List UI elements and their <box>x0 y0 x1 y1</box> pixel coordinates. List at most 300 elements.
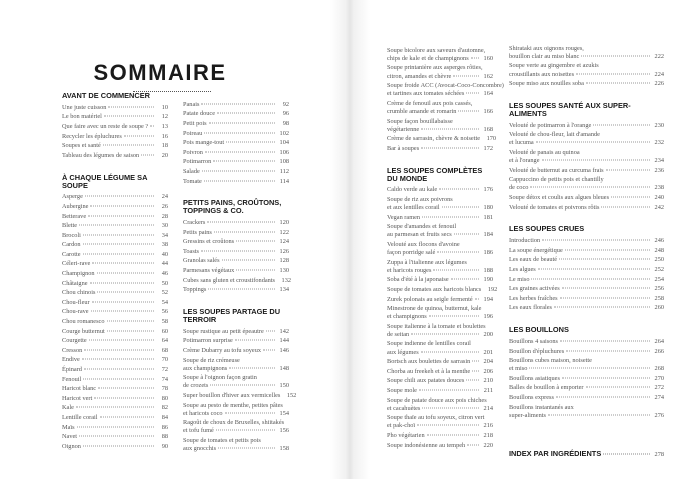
toc-entry[interactable] <box>509 337 664 347</box>
toc-entry[interactable] <box>509 79 664 89</box>
dot-leader <box>542 160 650 161</box>
toc-entry[interactable] <box>387 367 493 377</box>
entry-last-line <box>183 365 289 373</box>
toc-entry[interactable] <box>62 132 168 142</box>
toc-entry[interactable] <box>387 144 493 154</box>
entry-title-line: Fenouil <box>62 375 82 383</box>
toc-entry[interactable] <box>62 404 168 414</box>
toc-entry[interactable] <box>183 401 289 419</box>
page-number: 168 <box>483 125 493 133</box>
page-number: 216 <box>483 422 493 430</box>
section-heading: LES SOUPES CRUES <box>509 224 585 234</box>
toc-entry[interactable] <box>509 236 664 246</box>
toc-entry[interactable] <box>387 117 493 135</box>
entry-last-line <box>509 266 664 274</box>
page-number: 56 <box>161 308 168 316</box>
entry-title-line: Soupe printanière aux asperges rôties, <box>387 64 483 72</box>
toc-entry[interactable] <box>183 374 289 392</box>
page-number: 124 <box>279 238 289 246</box>
toc-entry[interactable] <box>62 308 168 318</box>
toc-entry[interactable] <box>387 186 493 196</box>
toc-entry[interactable] <box>387 223 493 241</box>
page-number: 44 <box>161 260 168 268</box>
toc-entry[interactable] <box>509 294 664 304</box>
dot-leader <box>97 273 154 274</box>
entry-title-line: Zuppa à l'italienne aux légumes <box>387 258 467 266</box>
entry-title-line: Betterave <box>62 212 87 220</box>
entry-title-line: Bortsch aux boulettes de sarrasin <box>387 358 471 366</box>
dot-leader <box>90 282 154 283</box>
dot-leader <box>107 321 155 322</box>
toc-entry[interactable] <box>183 419 289 437</box>
toc-entry[interactable] <box>62 346 168 356</box>
entry-title-line: Ragoût de choux de Bruxelles, shiitakés <box>183 419 285 427</box>
toc-entry[interactable] <box>62 269 168 279</box>
toc-entry[interactable] <box>509 403 664 421</box>
toc-entry[interactable] <box>183 129 289 139</box>
index-entry[interactable] <box>509 449 664 458</box>
page-number: 258 <box>654 294 664 302</box>
entry-last-line <box>183 257 289 265</box>
dot-leader <box>76 407 154 408</box>
toc-entry[interactable] <box>387 195 493 213</box>
entry-title-line: Châtaigne <box>62 279 88 287</box>
toc-entry[interactable] <box>62 103 168 113</box>
entry-title-line: Cresson <box>62 346 83 354</box>
entry-last-line <box>183 286 289 294</box>
entry-last-line <box>62 318 168 326</box>
toc-entry[interactable] <box>62 231 168 241</box>
dot-leader <box>104 116 154 117</box>
entry-title-line: et aux lentilles corail <box>387 204 440 212</box>
dot-leader <box>433 269 479 270</box>
entry-title-line: Shirataki aux oignons rouges, <box>509 44 584 52</box>
page-number: 80 <box>161 394 168 402</box>
toc-entry[interactable] <box>387 431 493 441</box>
toc-entry[interactable] <box>387 441 493 451</box>
entry-last-line <box>509 394 664 402</box>
toc-entry[interactable] <box>62 384 168 394</box>
page-number: 211 <box>483 386 493 394</box>
entry-title-line: Brocoli <box>62 231 81 239</box>
entry-title-line: Super bouillon d'hiver aux vermicelles <box>183 392 281 399</box>
entry-last-line <box>183 445 289 453</box>
page-number: 78 <box>161 385 168 393</box>
toc-entry[interactable] <box>62 113 168 123</box>
toc-entry[interactable] <box>387 240 493 258</box>
toc-entry[interactable] <box>62 298 168 308</box>
toc-entry[interactable] <box>62 327 168 337</box>
dot-leader <box>421 128 479 129</box>
toc-entry[interactable] <box>387 304 493 322</box>
entry-last-line <box>509 276 664 284</box>
toc-entry[interactable] <box>183 266 289 276</box>
toc-entry[interactable] <box>183 286 289 296</box>
toc-entry[interactable] <box>183 177 289 187</box>
toc-entry[interactable] <box>509 275 664 285</box>
section-heading: LES SOUPES PARTAGE DU TERROIR <box>183 307 281 325</box>
dot-leader <box>205 151 275 152</box>
entry-title-line: Panais <box>183 100 200 108</box>
page-number: 146 <box>279 347 289 355</box>
toc-entry[interactable] <box>387 276 493 286</box>
entry-last-line <box>62 328 168 336</box>
entry-title-line: Tomate <box>183 177 202 185</box>
entry-title-line: Céleri-rave <box>62 260 91 268</box>
toc-entry[interactable] <box>387 386 493 396</box>
toc-entry[interactable] <box>387 134 497 144</box>
dot-leader <box>536 142 650 143</box>
toc-entry[interactable] <box>62 356 168 366</box>
entry-title-line: Le miso <box>509 275 530 283</box>
entry-last-line <box>183 158 289 166</box>
dot-leader <box>210 385 275 386</box>
entry-last-line <box>62 308 168 316</box>
entry-last-line <box>387 108 493 116</box>
toc-entry[interactable] <box>183 436 289 454</box>
page-number: 218 <box>483 431 493 439</box>
dot-leader <box>108 106 154 107</box>
entry-title-line: Zurek polonais au seigle fermenté <box>387 295 473 303</box>
toc-entry[interactable] <box>387 258 493 276</box>
entry-title-line: Granolas salés <box>183 257 220 265</box>
toc-entry[interactable] <box>62 151 168 161</box>
toc-entry[interactable] <box>62 212 168 222</box>
entry-title-line: Soupe chili aux patates douces <box>387 377 465 385</box>
toc-entry[interactable] <box>183 167 289 177</box>
toc-entry[interactable] <box>62 221 168 231</box>
entry-last-line <box>62 193 168 201</box>
entry-last-line <box>183 219 289 227</box>
toc-entry[interactable] <box>62 317 168 327</box>
entry-title-line: La soupe énergétique <box>509 246 563 254</box>
dot-leader <box>84 369 154 370</box>
entry-title-line: Bouillons 4 saisons <box>509 337 558 345</box>
toc-entry[interactable] <box>509 131 664 149</box>
toc-entry[interactable] <box>183 356 289 374</box>
page-number: 224 <box>654 70 664 78</box>
entry-last-line <box>387 285 498 294</box>
entry-title-line: Crème Dubarry au tofu soyeux <box>183 347 261 355</box>
entry-last-line <box>387 358 493 366</box>
toc-entry[interactable] <box>183 238 289 248</box>
section-heading: LES BOUILLONS <box>509 325 569 335</box>
toc-entry[interactable] <box>509 265 664 275</box>
toc-entry[interactable] <box>509 356 664 374</box>
toc-entry[interactable] <box>62 141 168 151</box>
toc-entry[interactable] <box>62 289 168 299</box>
toc-entry[interactable] <box>509 44 664 62</box>
page-number: 236 <box>654 166 664 174</box>
toc-entry[interactable] <box>509 176 664 194</box>
page-number: 232 <box>654 139 664 147</box>
entry-title-line: végétarienne <box>387 125 420 133</box>
page-number: 60 <box>161 327 168 335</box>
page-number: 204 <box>483 358 493 366</box>
entry-last-line <box>509 122 664 130</box>
page-number: 58 <box>161 318 168 326</box>
dot-leader <box>562 377 650 378</box>
toc-entry[interactable] <box>509 203 664 213</box>
entry-last-line <box>62 433 168 441</box>
entry-last-line <box>387 214 493 222</box>
entry-last-line <box>509 348 664 356</box>
entry-last-line <box>62 414 168 422</box>
toc-entry[interactable] <box>387 377 493 387</box>
toc-entry[interactable] <box>509 246 664 256</box>
entry-title-line: Bar à soupes <box>387 144 420 152</box>
dot-leader <box>83 253 154 254</box>
toc-entry[interactable] <box>62 394 168 404</box>
page-number: 278 <box>654 450 664 458</box>
page-number: 142 <box>279 327 289 335</box>
page-number: 256 <box>654 285 664 293</box>
dot-leader <box>214 231 275 232</box>
entry-last-line <box>509 365 664 373</box>
toc-entry[interactable] <box>387 99 493 117</box>
entry-title-line: et cacahuètes <box>387 404 421 412</box>
toc-entry[interactable] <box>183 158 289 168</box>
dot-leader <box>77 426 154 427</box>
entry-last-line <box>387 135 497 143</box>
section-heading: PETITS PAINS, CROÛTONS, TOPPINGS & CO. <box>183 198 282 216</box>
toc-entry[interactable] <box>62 375 168 385</box>
dot-leader <box>100 416 155 417</box>
toc-entry[interactable] <box>509 393 664 403</box>
page-number: 201 <box>483 348 493 356</box>
entry-title-line: Haricot blanc <box>62 385 97 393</box>
dot-leader <box>83 378 154 379</box>
dot-leader <box>201 250 275 251</box>
toc-entry[interactable] <box>387 413 493 431</box>
dot-leader <box>90 205 154 206</box>
entry-last-line <box>387 432 493 440</box>
dot-leader <box>472 370 479 371</box>
page-number: 272 <box>654 384 664 392</box>
toc-entry[interactable] <box>387 46 493 64</box>
toc-entry[interactable] <box>62 432 168 442</box>
entry-title-line: Velouté de chou-fleur, lait d'amande <box>509 131 600 139</box>
entry-title-line: Bouillons instantanés aux <box>509 403 574 411</box>
toc-entry[interactable] <box>183 138 289 148</box>
toc-entry[interactable] <box>62 442 168 452</box>
entry-last-line <box>62 280 168 288</box>
page-number: 210 <box>483 377 493 385</box>
entry-title-line: Balles de bouillon à emporter <box>509 384 584 392</box>
entry-last-line <box>509 80 664 88</box>
entry-title-line: Cappuccino de petits pois et chantilly <box>509 176 604 184</box>
dot-leader <box>201 103 275 104</box>
page-number: 152 <box>286 392 297 399</box>
toc-entry[interactable] <box>509 284 664 294</box>
toc-entry[interactable] <box>62 413 168 423</box>
dot-leader <box>454 234 479 235</box>
dot-leader <box>560 340 650 341</box>
entry-last-line <box>183 130 289 138</box>
dot-leader <box>531 278 650 279</box>
dot-leader <box>530 187 650 188</box>
toc-entry[interactable] <box>387 213 493 223</box>
entry-title-line: Les algues <box>509 265 536 273</box>
dot-leader <box>422 407 479 408</box>
entry-last-line <box>387 368 493 376</box>
entry-last-line <box>387 422 493 430</box>
toc-entry[interactable] <box>183 119 289 129</box>
dot-leader <box>458 110 479 111</box>
dot-leader <box>98 388 154 389</box>
page-title: SOMMAIRE <box>93 60 227 85</box>
entry-last-line <box>62 152 168 160</box>
entry-title-line: Soupe de riz crémeuse <box>183 356 240 364</box>
toc-entry[interactable] <box>183 228 289 238</box>
page-number: 200 <box>483 330 493 338</box>
entry-title-line: Soupe d'amandes et fenouil <box>387 223 457 231</box>
entry-title-line: Soupe miso aux nouilles soba <box>509 80 584 88</box>
dot-leader <box>419 389 479 390</box>
toc-entry[interactable] <box>62 250 168 260</box>
page-number: 86 <box>161 423 168 431</box>
entry-title-line: croustillants aux noisettes <box>509 70 575 78</box>
entry-last-line <box>183 427 289 435</box>
entry-title-line: et lucuma <box>509 139 534 147</box>
entry-last-line <box>62 270 168 278</box>
toc-entry[interactable] <box>62 279 168 289</box>
dot-leader <box>92 301 154 302</box>
entry-last-line <box>62 142 168 150</box>
page-number: 181 <box>483 213 493 221</box>
toc-entry[interactable] <box>387 340 493 358</box>
entry-title-line: et champignons <box>387 313 427 321</box>
toc-entry[interactable] <box>183 110 289 120</box>
entry-last-line <box>183 382 289 390</box>
page-number: 16 <box>161 132 168 140</box>
toc-entry[interactable] <box>183 276 289 286</box>
toc-entry[interactable] <box>62 202 168 212</box>
dot-leader <box>453 75 479 76</box>
entry-last-line <box>509 375 664 383</box>
dot-leader <box>79 436 154 437</box>
toc-entry[interactable] <box>62 336 168 346</box>
toc-entry[interactable] <box>387 396 493 414</box>
dot-leader <box>83 244 154 245</box>
entry-title-line: et tartines aux tomates séchées <box>387 90 465 98</box>
entry-last-line <box>509 194 664 202</box>
page-number: 34 <box>161 231 168 239</box>
entry-last-line <box>62 133 168 141</box>
entry-last-line <box>62 241 168 249</box>
toc-entry[interactable] <box>509 148 664 166</box>
entry-last-line <box>62 104 168 112</box>
toc-entry[interactable] <box>509 166 664 176</box>
entry-title-line: Crackers <box>183 219 206 227</box>
toc-entry[interactable] <box>509 304 664 314</box>
entry-last-line <box>387 73 493 81</box>
dot-leader <box>548 414 650 415</box>
entry-title-line: Courge butternut <box>62 327 105 335</box>
entry-title-line: Les herbes fraîches <box>509 294 558 302</box>
entry-last-line <box>183 178 289 186</box>
dot-leader <box>229 367 275 368</box>
book-gutter <box>330 0 370 479</box>
entry-title-line: Toppings <box>183 286 207 294</box>
toc-entry[interactable] <box>62 423 168 433</box>
toc-entry[interactable] <box>62 122 168 132</box>
toc-entry[interactable] <box>62 365 168 375</box>
toc-entry[interactable] <box>183 148 289 158</box>
entry-title-line: Les graines activées <box>509 285 560 293</box>
toc-entry[interactable] <box>387 357 493 367</box>
page-number: 40 <box>161 250 168 258</box>
toc-entry[interactable] <box>387 285 498 295</box>
entry-last-line <box>387 276 493 284</box>
toc-entry[interactable] <box>62 193 168 203</box>
toc-entry[interactable] <box>62 241 168 251</box>
toc-entry[interactable] <box>509 347 664 357</box>
toc-entry[interactable] <box>387 64 493 82</box>
toc-entry[interactable] <box>387 295 493 305</box>
toc-entry[interactable] <box>387 322 493 340</box>
page-number: 150 <box>279 382 289 390</box>
toc-entry[interactable] <box>509 384 664 394</box>
toc-entry[interactable] <box>509 256 664 266</box>
dot-leader <box>225 412 275 413</box>
toc-entry[interactable] <box>509 62 664 80</box>
toc-entry[interactable] <box>183 391 297 401</box>
entry-title-line: Minestrone de quinoa, butternut, kale <box>387 305 482 313</box>
entry-title-line: Soupe au pesto de menthe, petites pâtes <box>183 401 283 409</box>
toc-entry[interactable] <box>183 327 289 337</box>
toc-entry[interactable] <box>62 260 168 270</box>
toc-entry[interactable] <box>183 247 289 257</box>
page-number: 274 <box>654 393 664 401</box>
entry-last-line <box>509 167 664 175</box>
entry-title-line: Crème de fenouil aux pois cassés, <box>387 99 473 107</box>
toc-entry[interactable] <box>509 374 664 384</box>
toc-entry[interactable] <box>183 337 289 347</box>
page-number: 234 <box>654 157 664 165</box>
entry-title-line: Soupe mole <box>387 386 417 394</box>
entry-title-line: de seitan <box>387 330 410 338</box>
toc-entry[interactable] <box>387 81 504 99</box>
page-number: 112 <box>279 167 289 175</box>
toc-entry[interactable] <box>183 346 289 356</box>
entry-last-line <box>509 256 664 264</box>
toc-entry[interactable] <box>183 257 289 267</box>
toc-entry[interactable] <box>509 121 664 131</box>
entry-last-line <box>387 126 493 134</box>
dot-leader <box>91 311 154 312</box>
dot-leader <box>150 125 154 126</box>
page-number: 38 <box>161 241 168 249</box>
toc-entry[interactable] <box>509 193 664 203</box>
toc-entry[interactable] <box>183 218 289 228</box>
dot-leader <box>472 361 479 362</box>
entry-title-line: aux légumes <box>387 348 419 356</box>
dot-leader <box>97 292 154 293</box>
toc-entry[interactable] <box>183 100 289 110</box>
entry-title-line: Petit pois <box>183 119 207 127</box>
dot-leader <box>226 142 275 143</box>
entry-last-line <box>183 139 289 147</box>
entry-title-line: Pho végétarien <box>387 431 425 439</box>
entry-last-line <box>62 404 168 412</box>
page-number: 10 <box>161 103 168 111</box>
entry-last-line <box>509 139 664 147</box>
entry-last-line <box>183 229 289 237</box>
page-number: 240 <box>654 193 664 201</box>
dot-leader <box>471 57 479 58</box>
entry-last-line <box>387 204 493 212</box>
